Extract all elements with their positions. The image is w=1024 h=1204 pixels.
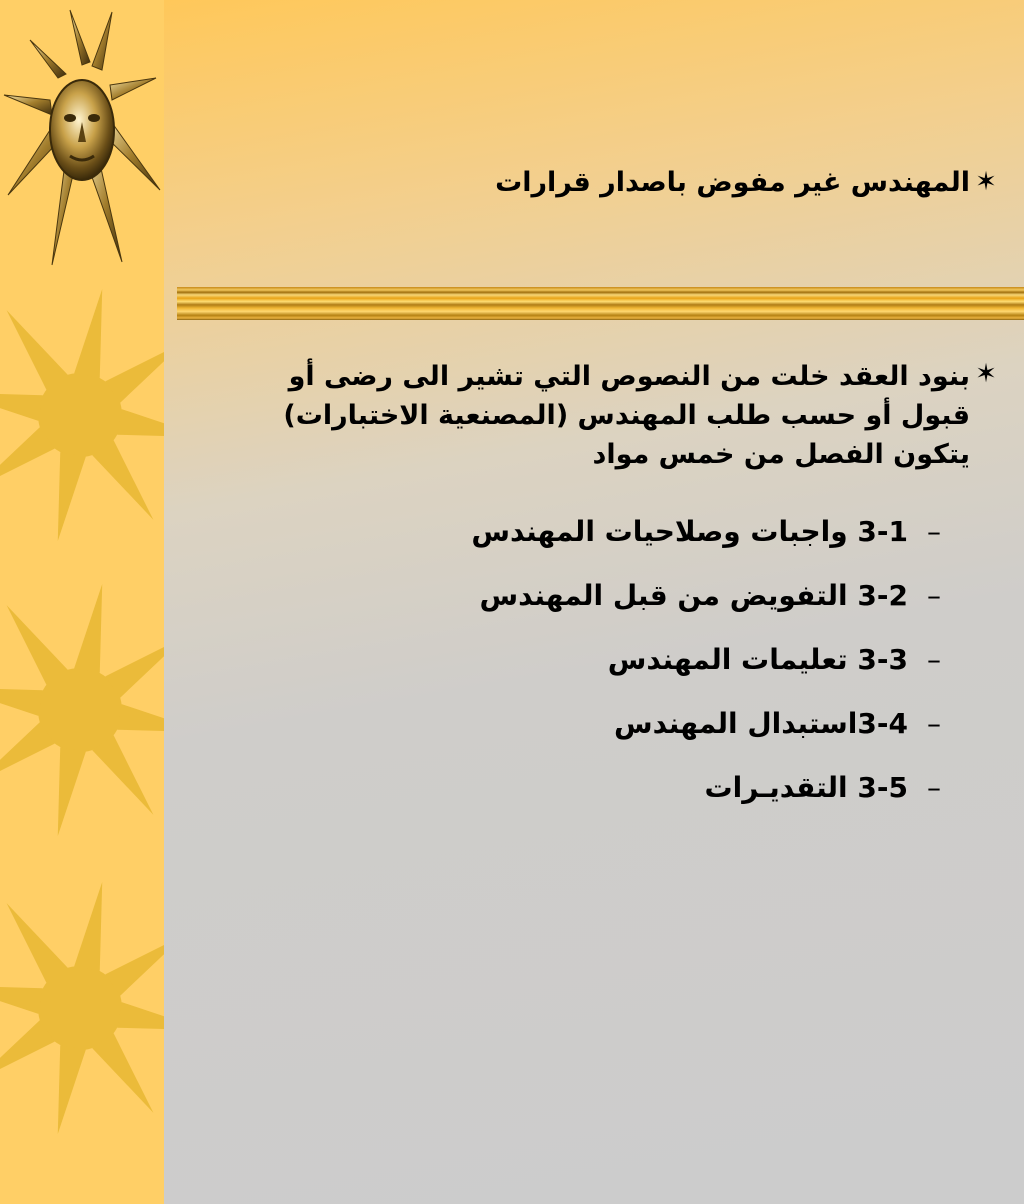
bullet-1-text: المهندس غير مفوض باصدار قرارات bbox=[495, 167, 970, 198]
list-item bbox=[471, 500, 954, 564]
star-bullet-icon: ✶ bbox=[975, 359, 997, 389]
bullet-2 bbox=[212, 357, 1002, 474]
dash-bullet: – bbox=[927, 579, 941, 612]
sun-shape-icon bbox=[0, 287, 164, 544]
list-item bbox=[471, 756, 954, 820]
list-item bbox=[471, 692, 954, 756]
sun-pattern bbox=[0, 0, 164, 1204]
sun-shape-icon bbox=[0, 582, 164, 839]
sub-item-list bbox=[471, 500, 954, 820]
sub-item-text: 3-3 تعليمات المهندس bbox=[607, 643, 908, 676]
dash-bullet: – bbox=[927, 643, 941, 676]
bullet-2-text: بنود العقد خلت من النصوص التي تشير الى رضى أو قبول أو حسب طلب المهندس (المصنعية الاختبارات) يتكون الفصل من خمس مواد bbox=[283, 361, 970, 470]
dash-bullet: – bbox=[927, 771, 941, 804]
list-item bbox=[471, 628, 954, 692]
sub-item-text: 3-5 التقديـرات bbox=[704, 771, 908, 804]
dash-bullet: – bbox=[927, 515, 941, 548]
gold-divider bbox=[177, 287, 1024, 320]
sub-item-text: 3-4استبدال المهندس bbox=[613, 707, 908, 740]
sub-item-text: 3-1 واجبات وصلاحيات المهندس bbox=[471, 515, 908, 548]
metal-sun-icon bbox=[4, 10, 160, 265]
bullet-1 bbox=[222, 165, 1002, 201]
star-bullet-icon: ✶ bbox=[975, 167, 997, 197]
dash-bullet: – bbox=[927, 707, 941, 740]
sub-item-text: 3-2 التفويض من قبل المهندس bbox=[479, 579, 908, 612]
sun-shape-icon bbox=[0, 880, 164, 1137]
decorative-sidebar bbox=[0, 0, 164, 1204]
list-item bbox=[471, 564, 954, 628]
